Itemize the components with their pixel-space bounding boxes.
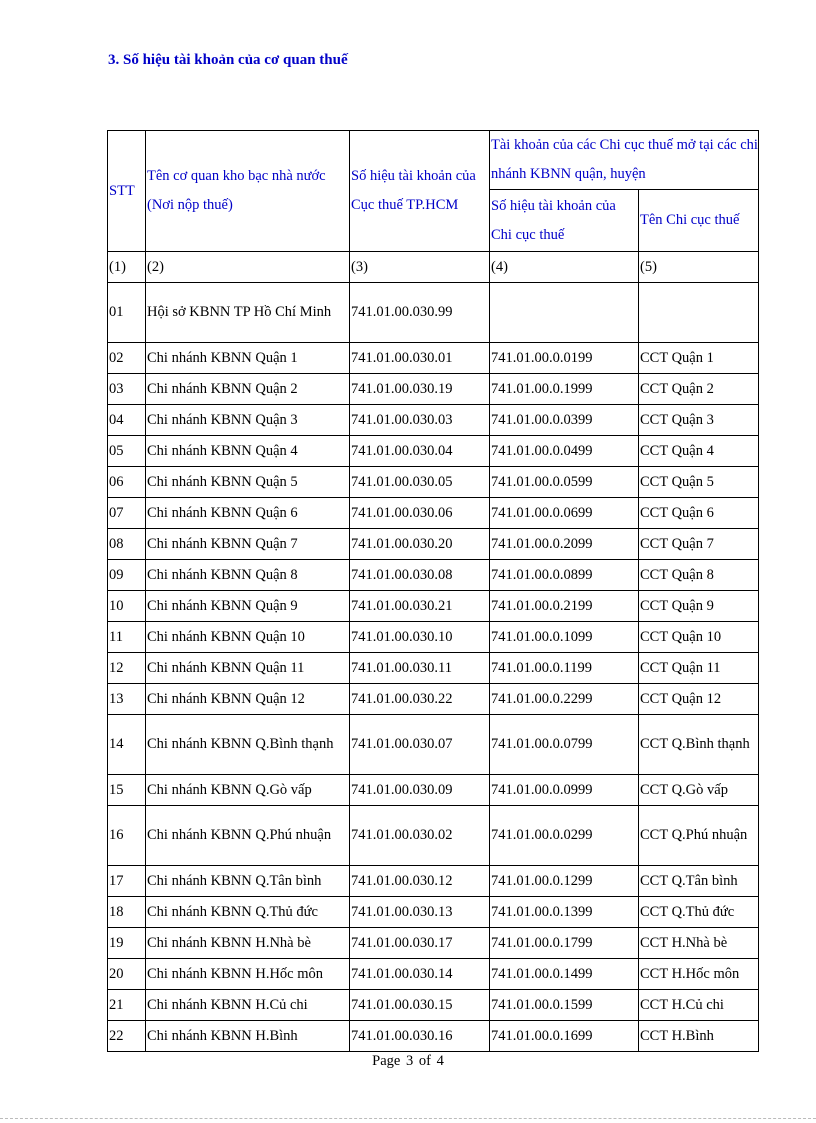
cell-cuc-account: 741.01.00.030.03 xyxy=(350,405,490,436)
cell-chi-cuc-name: CCT Quận 6 xyxy=(639,498,759,529)
table-row xyxy=(108,715,759,775)
cell-chi-cuc-account: 741.01.00.0.1999 xyxy=(490,374,639,405)
cell-bank-name: Chi nhánh KBNN Q.Bình thạnh xyxy=(146,715,350,775)
table-row xyxy=(108,343,759,374)
table-row xyxy=(108,529,759,560)
cell-chi-cuc-account: 741.01.00.0.1399 xyxy=(490,897,639,928)
cell-bank-name: Chi nhánh KBNN Quận 10 xyxy=(146,622,350,653)
cell-chi-cuc-account: 741.01.00.0.1199 xyxy=(490,653,639,684)
cell-bank-name: Chi nhánh KBNN Quận 5 xyxy=(146,467,350,498)
cell-cuc-account: 741.01.00.030.04 xyxy=(350,436,490,467)
page-total: 4 xyxy=(436,1053,444,1069)
table-row xyxy=(108,405,759,436)
cell-cuc-account: 741.01.00.030.19 xyxy=(350,374,490,405)
cell-chi-cuc-account: 741.01.00.0.0899 xyxy=(490,560,639,591)
cell-chi-cuc-account: 741.01.00.0.0399 xyxy=(490,405,639,436)
cell-chi-cuc-account: 741.01.00.0.2199 xyxy=(490,591,639,622)
table-row xyxy=(108,560,759,591)
cell-stt: 07 xyxy=(108,498,146,529)
index-cell: (5) xyxy=(639,252,759,283)
cell-chi-cuc-account: 741.01.00.0.1699 xyxy=(490,1021,639,1052)
table-row xyxy=(108,498,759,529)
index-cell: (1) xyxy=(108,252,146,283)
index-cell: (3) xyxy=(350,252,490,283)
cell-chi-cuc-account: 741.01.00.0.1499 xyxy=(490,959,639,990)
cell-chi-cuc-name: CCT H.Củ chi xyxy=(639,990,759,1021)
tax-account-table xyxy=(107,130,759,1052)
cell-stt: 22 xyxy=(108,1021,146,1052)
cell-stt: 18 xyxy=(108,897,146,928)
cell-cuc-account: 741.01.00.030.11 xyxy=(350,653,490,684)
cell-chi-cuc-account: 741.01.00.0.0199 xyxy=(490,343,639,374)
cell-chi-cuc-account: 741.01.00.0.2099 xyxy=(490,529,639,560)
table-row xyxy=(108,959,759,990)
cell-stt: 03 xyxy=(108,374,146,405)
cell-chi-cuc-account: 741.01.00.0.0699 xyxy=(490,498,639,529)
header-cuc-account: Số hiệu tài khoản của Cục thuế TP.HCM xyxy=(350,131,490,252)
cell-bank-name: Chi nhánh KBNN H.Nhà bè xyxy=(146,928,350,959)
cell-stt: 04 xyxy=(108,405,146,436)
cell-cuc-account: 741.01.00.030.09 xyxy=(350,775,490,806)
table-row xyxy=(108,374,759,405)
cell-cuc-account: 741.01.00.030.13 xyxy=(350,897,490,928)
cell-cuc-account: 741.01.00.030.99 xyxy=(350,283,490,343)
page-break-line xyxy=(0,1118,816,1119)
cell-stt: 08 xyxy=(108,529,146,560)
cell-chi-cuc-account: 741.01.00.0.0499 xyxy=(490,436,639,467)
of-word: of xyxy=(418,1053,431,1069)
cell-bank-name: Hội sở KBNN TP Hồ Chí Minh xyxy=(146,283,350,343)
cell-cuc-account: 741.01.00.030.17 xyxy=(350,928,490,959)
table-row xyxy=(108,283,759,343)
cell-bank-name: Chi nhánh KBNN Q.Gò vấp xyxy=(146,775,350,806)
table-row xyxy=(108,591,759,622)
cell-chi-cuc-name: CCT Quận 1 xyxy=(639,343,759,374)
page-word: Page xyxy=(372,1053,401,1069)
cell-chi-cuc-name: CCT Q.Phú nhuận xyxy=(639,806,759,866)
cell-chi-cuc-account: 741.01.00.0.2299 xyxy=(490,684,639,715)
table-row xyxy=(108,436,759,467)
table-row xyxy=(108,897,759,928)
cell-chi-cuc-name: CCT Quận 10 xyxy=(639,622,759,653)
cell-stt: 02 xyxy=(108,343,146,374)
cell-chi-cuc-name: CCT Quận 3 xyxy=(639,405,759,436)
cell-cuc-account: 741.01.00.030.20 xyxy=(350,529,490,560)
cell-stt: 05 xyxy=(108,436,146,467)
cell-bank-name: Chi nhánh KBNN Quận 8 xyxy=(146,560,350,591)
cell-bank-name: Chi nhánh KBNN Q.Tân bình xyxy=(146,866,350,897)
header-chi-cuc-group: Tài khoản của các Chi cục thuế mở tại các chi nhánh KBNN quận, huyện xyxy=(490,131,759,190)
cell-chi-cuc-name xyxy=(639,283,759,343)
cell-bank-name: Chi nhánh KBNN H.Hốc môn xyxy=(146,959,350,990)
cell-chi-cuc-account: 741.01.00.0.0999 xyxy=(490,775,639,806)
cell-stt: 14 xyxy=(108,715,146,775)
cell-stt: 21 xyxy=(108,990,146,1021)
cell-bank-name: Chi nhánh KBNN H.Củ chi xyxy=(146,990,350,1021)
cell-stt: 20 xyxy=(108,959,146,990)
cell-cuc-account: 741.01.00.030.02 xyxy=(350,806,490,866)
cell-stt: 13 xyxy=(108,684,146,715)
cell-bank-name: Chi nhánh KBNN Quận 7 xyxy=(146,529,350,560)
cell-stt: 01 xyxy=(108,283,146,343)
cell-bank-name: Chi nhánh KBNN Quận 9 xyxy=(146,591,350,622)
cell-cuc-account: 741.01.00.030.08 xyxy=(350,560,490,591)
table-row xyxy=(108,866,759,897)
cell-cuc-account: 741.01.00.030.16 xyxy=(350,1021,490,1052)
table-row xyxy=(108,684,759,715)
table-row xyxy=(108,622,759,653)
header-chi-cuc-account: Số hiệu tài khoản của Chi cục thuế xyxy=(490,190,639,252)
cell-cuc-account: 741.01.00.030.07 xyxy=(350,715,490,775)
cell-chi-cuc-account xyxy=(490,283,639,343)
cell-chi-cuc-name: CCT Quận 12 xyxy=(639,684,759,715)
cell-bank-name: Chi nhánh KBNN H.Bình xyxy=(146,1021,350,1052)
header-chi-cuc-name: Tên Chi cục thuế xyxy=(639,190,759,252)
cell-chi-cuc-name: CCT Quận 11 xyxy=(639,653,759,684)
index-cell: (2) xyxy=(146,252,350,283)
cell-chi-cuc-name: CCT Q.Gò vấp xyxy=(639,775,759,806)
cell-bank-name: Chi nhánh KBNN Quận 3 xyxy=(146,405,350,436)
cell-chi-cuc-name: CCT Quận 8 xyxy=(639,560,759,591)
table-row xyxy=(108,467,759,498)
cell-cuc-account: 741.01.00.030.22 xyxy=(350,684,490,715)
header-bank-name: Tên cơ quan kho bạc nhà nước (Nơi nộp thuế) xyxy=(146,131,350,252)
cell-chi-cuc-account: 741.01.00.0.0799 xyxy=(490,715,639,775)
index-cell: (4) xyxy=(490,252,639,283)
section-heading: 3. Số hiệu tài khoản của cơ quan thuế xyxy=(108,52,348,68)
cell-bank-name: Chi nhánh KBNN Quận 2 xyxy=(146,374,350,405)
cell-cuc-account: 741.01.00.030.14 xyxy=(350,959,490,990)
cell-chi-cuc-name: CCT Q.Thủ đức xyxy=(639,897,759,928)
cell-chi-cuc-name: CCT Quận 7 xyxy=(639,529,759,560)
cell-bank-name: Chi nhánh KBNN Q.Phú nhuận xyxy=(146,806,350,866)
cell-bank-name: Chi nhánh KBNN Quận 6 xyxy=(146,498,350,529)
page-number: 3 xyxy=(405,1053,414,1069)
cell-cuc-account: 741.01.00.030.10 xyxy=(350,622,490,653)
cell-bank-name: Chi nhánh KBNN Q.Thủ đức xyxy=(146,897,350,928)
cell-stt: 17 xyxy=(108,866,146,897)
cell-cuc-account: 741.01.00.030.12 xyxy=(350,866,490,897)
cell-cuc-account: 741.01.00.030.06 xyxy=(350,498,490,529)
cell-bank-name: Chi nhánh KBNN Quận 4 xyxy=(146,436,350,467)
cell-chi-cuc-name: CCT Q.Tân bình xyxy=(639,866,759,897)
cell-chi-cuc-account: 741.01.00.0.0599 xyxy=(490,467,639,498)
cell-cuc-account: 741.01.00.030.21 xyxy=(350,591,490,622)
cell-chi-cuc-name: CCT H.Bình xyxy=(639,1021,759,1052)
cell-bank-name: Chi nhánh KBNN Quận 12 xyxy=(146,684,350,715)
cell-bank-name: Chi nhánh KBNN Quận 11 xyxy=(146,653,350,684)
cell-chi-cuc-name: CCT Quận 5 xyxy=(639,467,759,498)
cell-bank-name: Chi nhánh KBNN Quận 1 xyxy=(146,343,350,374)
cell-chi-cuc-name: CCT Quận 9 xyxy=(639,591,759,622)
table-row xyxy=(108,775,759,806)
table-row xyxy=(108,653,759,684)
cell-cuc-account: 741.01.00.030.01 xyxy=(350,343,490,374)
cell-chi-cuc-account: 741.01.00.0.0299 xyxy=(490,806,639,866)
cell-chi-cuc-account: 741.01.00.0.1599 xyxy=(490,990,639,1021)
cell-chi-cuc-account: 741.01.00.0.1799 xyxy=(490,928,639,959)
cell-chi-cuc-name: CCT Q.Bình thạnh xyxy=(639,715,759,775)
cell-stt: 09 xyxy=(108,560,146,591)
header-stt: STT xyxy=(108,131,146,252)
cell-chi-cuc-name: CCT Quận 4 xyxy=(639,436,759,467)
table-body xyxy=(108,283,759,1052)
cell-chi-cuc-account: 741.01.00.0.1099 xyxy=(490,622,639,653)
cell-chi-cuc-name: CCT H.Nhà bè xyxy=(639,928,759,959)
cell-cuc-account: 741.01.00.030.05 xyxy=(350,467,490,498)
index-row xyxy=(108,252,759,283)
cell-stt: 15 xyxy=(108,775,146,806)
cell-chi-cuc-name: CCT H.Hốc môn xyxy=(639,959,759,990)
cell-chi-cuc-name: CCT Quận 2 xyxy=(639,374,759,405)
cell-stt: 19 xyxy=(108,928,146,959)
cell-stt: 10 xyxy=(108,591,146,622)
cell-stt: 12 xyxy=(108,653,146,684)
cell-stt: 11 xyxy=(108,622,146,653)
cell-stt: 06 xyxy=(108,467,146,498)
table-row xyxy=(108,1021,759,1052)
cell-stt: 16 xyxy=(108,806,146,866)
table-row xyxy=(108,990,759,1021)
cell-cuc-account: 741.01.00.030.15 xyxy=(350,990,490,1021)
table-row xyxy=(108,928,759,959)
table-row xyxy=(108,806,759,866)
cell-chi-cuc-account: 741.01.00.0.1299 xyxy=(490,866,639,897)
page-footer xyxy=(0,1053,816,1070)
